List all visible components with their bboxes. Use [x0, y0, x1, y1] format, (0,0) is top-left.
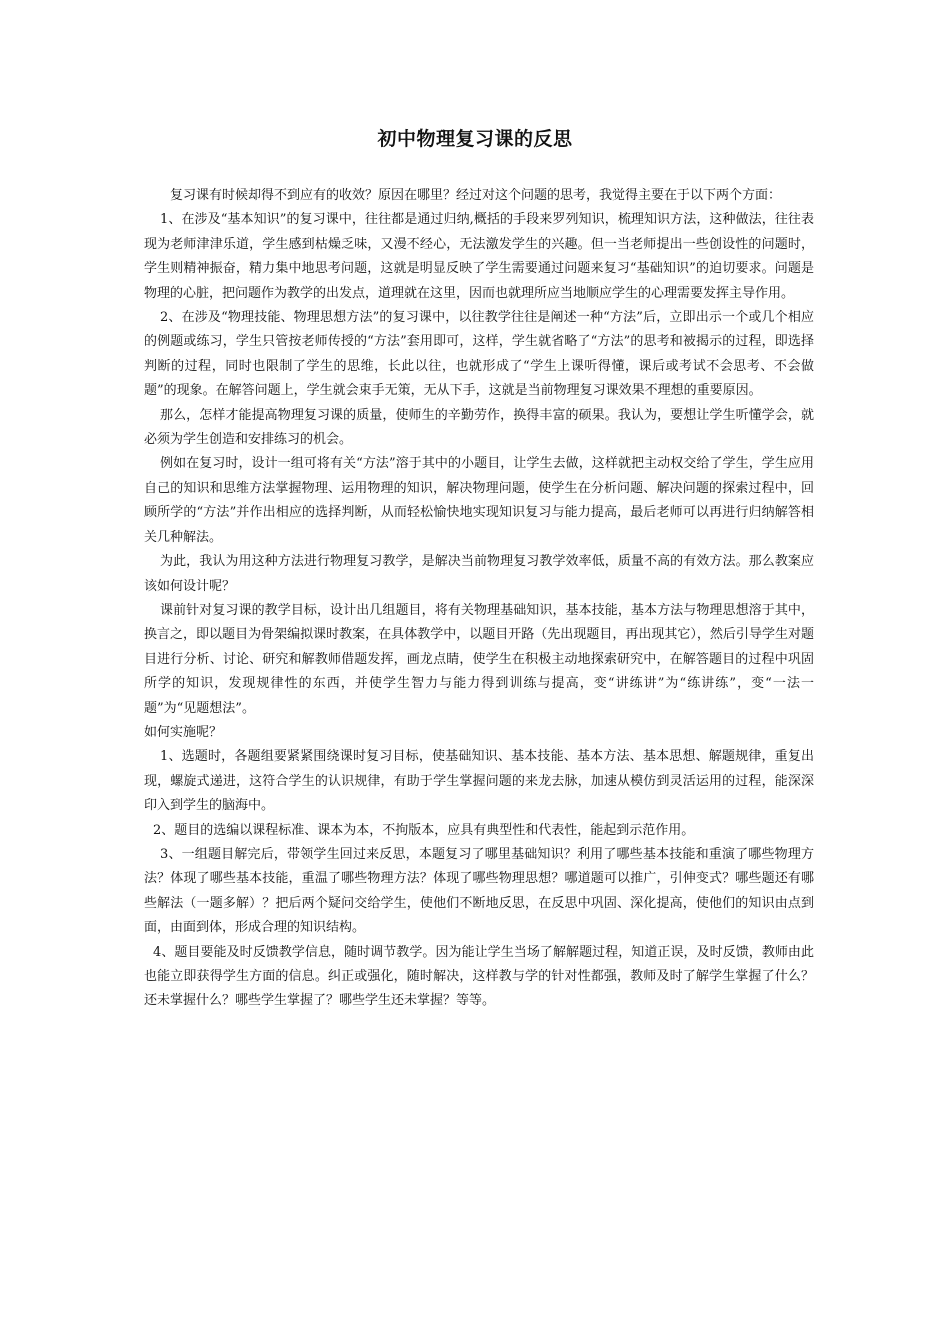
- paragraph-lesson-plan: 课前针对复习课的教学目标，设计出几组题目，将有关物理基础知识，基本技能，基本方法与物理思想溶于其中，换言之，即以题目为骨架编拟课时教案，在具体教学中，以题目开路（先出现题目，再出现其它），然后引导学生对题目进行分析、讨论、研究和解教师借题发挥，画龙点睛，使学生在积极主动地探索研究中，在解答题目的过程中巩固所学的知识，发现规律性的东西，并使学生智力与能力得到训练与提高，变“讲练讲”为“练讲练”，变“一法一题”为“见题想法”。: [144, 602, 814, 716]
- paragraph-how-to: 如何实施呢？: [144, 724, 223, 740]
- paragraph-step-3: 3、一组题目解完后，带领学生回过来反思，本题复习了哪里基础知识？利用了哪些基本技能和重演了哪些物理方法？体现了哪些基本技能，重温了哪些物理方法？体现了哪些物理思想？哪道题可以推广，引伸变式？哪些题还有哪些解法（一题多解）？把后两个疑问交给学生，使他们不断地反思，在反思中巩固、深化提高，使他们的知识由点到面，由面到体，形成合理的知识结构。: [144, 846, 814, 936]
- paragraph-step-4: 4、题目要能及时反馈教学信息，随时调节教学。因为能让学生当场了解解题过程，知道正误，及时反馈，教师由此也能立即获得学生方面的信息。纠正或强化，随时解决，这样教与学的针对性都强，教师及时了解学生掌握了什么？还未掌握什么？哪些学生掌握了？哪些学生还未掌握？等等。: [144, 944, 814, 1009]
- paragraph-point-1: 1、在涉及“基本知识”的复习课中，往往都是通过归纳,概括的手段来罗列知识，梳理知识方法，这种做法，往往表现为老师津津乐道，学生感到枯燥乏味，又漫不经心，无法激发学生的兴趣。但一当老师提出一些创设性的问题时，学生则精神振奋，精力集中地思考问题，这就是明显反映了学生需要通过问题来复习“基础知识”的迫切要求。问题是物理的心脏，把问题作为教学的出发点，道理就在这里，因而也就理所应当地顺应学生的心理需要发挥主导作用。: [144, 212, 814, 301]
- paragraph-intro: 复习课有时候却得不到应有的收效？原因在哪里？经过对这个问题的思考，我觉得主要在于以下两个方面：: [170, 188, 782, 203]
- paragraph-point-2: 2、在涉及“物理技能、物理思想方法”的复习课中，以往教学往往是阐述一种“方法”后，立即出示一个或几个相应的例题或练习，学生只管按老师传授的“方法”套用即可，这样，学生就省略了“方法”的思考和被揭示的过程，即选择判断的过程，同时也限制了学生的思维，长此以往，也就形成了“学生上课听得懂，课后或考试不会思考、不会做题”的现象。在解答问题上，学生就会束手无策，无从下手，这就是当前物理复习课效果不理想的重要原因。: [144, 310, 814, 399]
- paragraph-example: 例如在复习时，设计一组可将有关“方法”溶于其中的小题目，让学生去做，这样就把主动权交给了学生，学生应用自己的知识和思维方法掌握物理、运用物理的知识，解决物理问题，使学生在分析问题、解决问题的探索过程中，回顾所学的“方法”并作出相应的选择判断，从而轻松愉快地实现知识复习与能力提高，最后老师可以再进行归纳解答相关几种解法。: [144, 456, 814, 545]
- document-title: 初中物理复习课的反思: [377, 128, 573, 150]
- document-body: [144, 184, 814, 1014]
- paragraph-conclusion: 为此，我认为用这种方法进行物理复习教学，是解决当前物理复习教学效率低，质量不高的有效方法。那么教案应该如何设计呢？: [144, 554, 814, 594]
- paragraph-step-1: 1、选题时，各题组要紧紧围绕课时复习目标，使基础知识、基本技能、基本方法、基本思想、解题规律，重复出现，螺旋式递进，这符合学生的认识规律，有助于学生掌握问题的来龙去脉，加速从模仿到灵活运用的过程，能深深印入到学生的脑海中。: [144, 749, 814, 814]
- paragraph-solution: 那么，怎样才能提高物理复习课的质量，使师生的辛勤劳作，换得丰富的硕果。我认为，要想让学生听懂学会，就必须为学生创造和安排练习的机会。: [144, 407, 814, 448]
- paragraph-step-2: 2、题目的选编以课程标准、课本为本，不拘版本，应具有典型性和代表性，能起到示范作用。: [153, 822, 695, 838]
